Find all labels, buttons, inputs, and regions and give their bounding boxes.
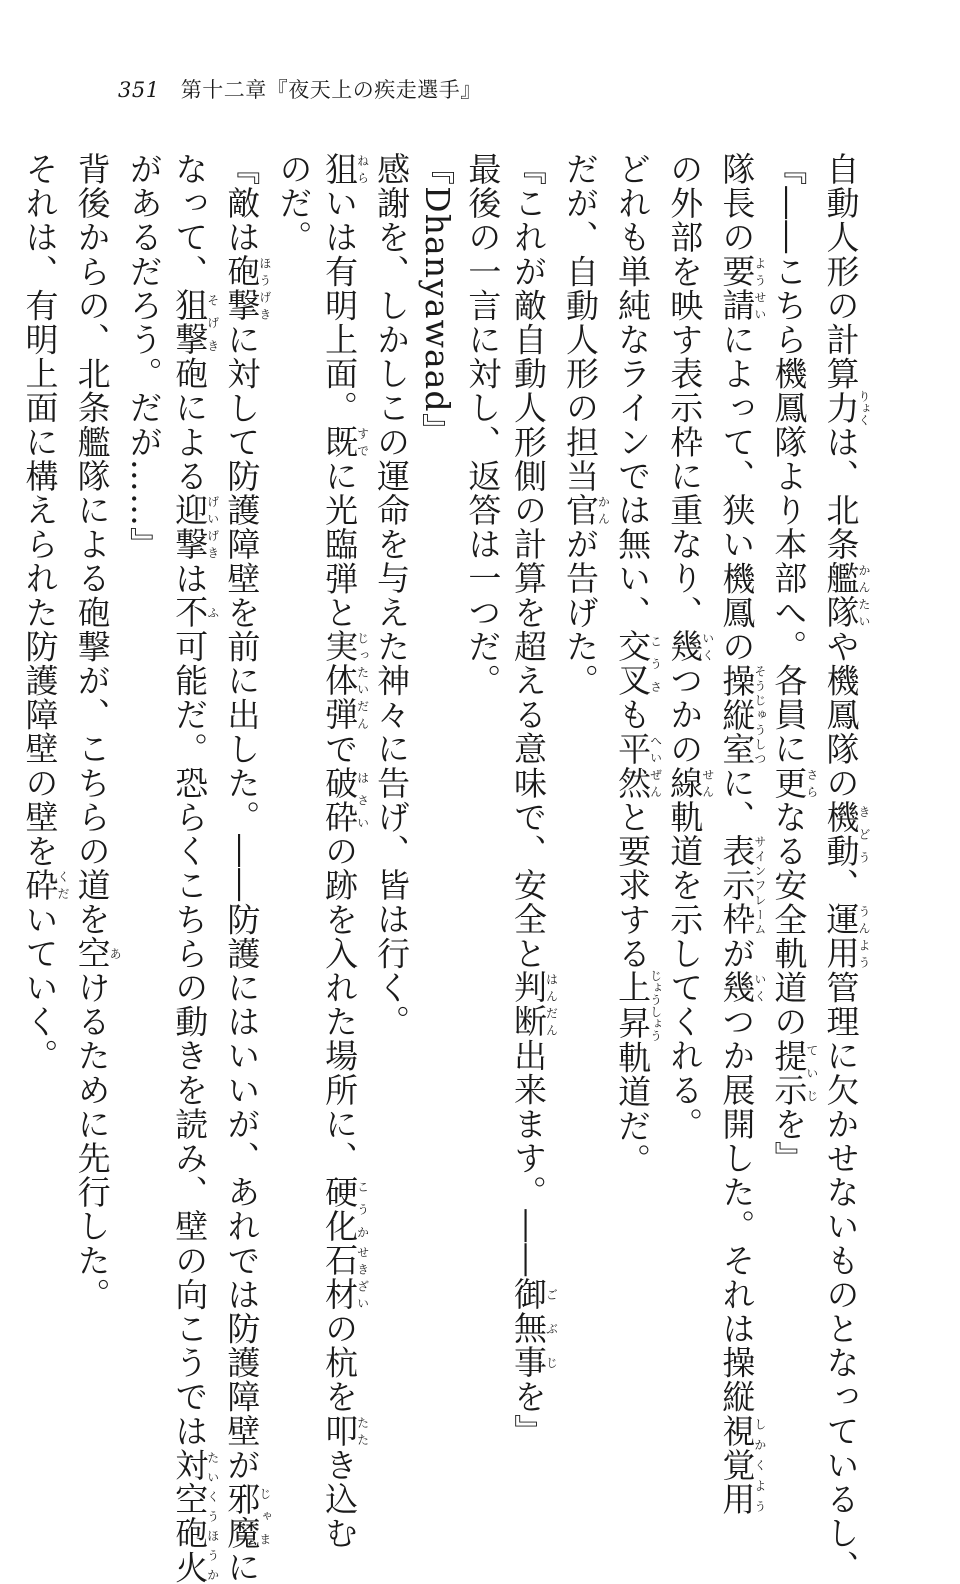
running-header bbox=[118, 74, 482, 104]
text-line-16: 背後からの、北条艦隊による砲撃が、こちらの道を空あけるために先行した。 bbox=[72, 152, 123, 1312]
text-line-5: どれも単純なラインでは無い、交叉こうさも平然へいぜんと要求する上昇じょうしょう軌道だ。 bbox=[613, 152, 663, 1177]
text-line-6: だが、自動人形の担当官かんが告げた。 bbox=[561, 152, 611, 698]
page-number: 351 bbox=[118, 78, 160, 102]
text-line-13: 『敵は砲撃ほうげきに対して防護障壁を前に出した。――防護にはいいが、あれでは防護障壁が邪魔じゃまに bbox=[222, 152, 272, 1584]
text-line-2: 『――こちら機鳳隊より本部へ。各員に更さらなる安全軌道の提示ていじを』 bbox=[769, 152, 819, 1176]
text-line-10: 感謝を、しかしこの運命を与えた神々に告げ、皆は行く。 bbox=[372, 152, 412, 1039]
text-line-17: それは、有明上面に構えられた防護障壁の壁を砕くだいていく。 bbox=[20, 152, 70, 1073]
text-line-12: のだ。 bbox=[274, 152, 314, 255]
text-line-9: 『Dhanyawaad』 bbox=[417, 152, 457, 447]
vertical-text-body bbox=[20, 152, 871, 1584]
text-line-11: 狙ねらいは有明上面。既すでに光臨弾と実体弾じったいだんで破砕はさいの跡を入れた場所に、硬化こうか石材せきざいの杭を叩たたき込む bbox=[320, 152, 370, 1551]
text-line-1: 自動人形の計算力りょくは、北条艦隊かんたいや機鳳隊の機動きどう、運用うんよう管理に欠かせないものとなっているし、 bbox=[821, 152, 871, 1584]
text-line-8: 最後の一言に対し、返答は一つだ。 bbox=[463, 152, 503, 698]
text-line-3: 隊長の要請ようせいによって、狭い機鳳の操縦室そうじゅうしつに、表示枠サインフレームが幾いくつか展開した。それは操縦視覚用しかくよう bbox=[717, 152, 767, 1517]
text-line-14: なって、狙撃そげき砲による迎撃げいげきは不ふ可能だ。恐らくこちらの動きを読み、壁の向こうでは対空砲火たいくうほうか bbox=[170, 152, 220, 1584]
text-line-7: 『これが敵自動人形側の計算を超える意味で、安全と判断はんだん出来ます。――御無事ごぶじを』 bbox=[508, 152, 559, 1448]
text-line-4: の外部を映す表示枠に重なり、幾いくつかの線せん軌道を示してくれる。 bbox=[665, 152, 715, 1141]
text-line-15: があるだろう。だが……』 bbox=[124, 152, 164, 562]
chapter-title: 第十二章『夜天上の疾走選手』 bbox=[180, 78, 482, 102]
